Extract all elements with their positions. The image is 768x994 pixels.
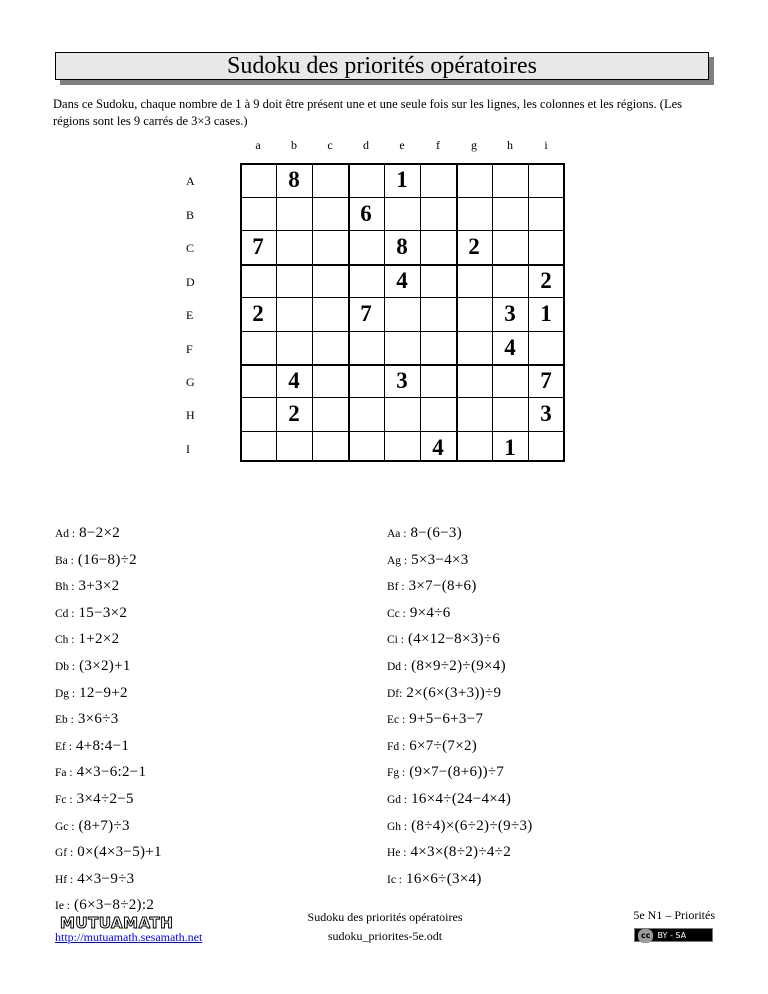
sudoku-cell[interactable] — [348, 364, 384, 397]
expression-item — [55, 605, 127, 622]
expression-value: (16−8)÷2 — [77, 551, 137, 568]
expression-value: 1+2×2 — [78, 631, 120, 648]
sudoku-cell[interactable] — [276, 431, 312, 464]
sudoku-cell[interactable] — [528, 331, 564, 364]
row-label: E — [186, 308, 194, 322]
expression-label: Fd : — [387, 740, 406, 753]
expression-label: Hf : — [55, 873, 74, 886]
sudoku-cell[interactable] — [312, 163, 348, 196]
expression-label: Cc : — [387, 607, 406, 620]
sudoku-cell[interactable] — [456, 397, 492, 430]
sudoku-cell[interactable]: 1 — [396, 167, 408, 192]
expression-item — [387, 764, 504, 781]
expression-label: Fg : — [387, 767, 406, 780]
sudoku-cell[interactable] — [348, 397, 384, 430]
expression-item — [55, 631, 119, 648]
expression-value: 4×3−6:2−1 — [76, 764, 147, 781]
expression-item — [55, 525, 120, 542]
sudoku-cell[interactable] — [276, 264, 312, 297]
expression-label: Ci : — [387, 634, 404, 647]
sudoku-cell[interactable] — [276, 297, 312, 330]
sudoku-cell[interactable] — [420, 264, 456, 297]
column-label: e — [399, 138, 405, 152]
sudoku-cell[interactable] — [420, 331, 456, 364]
row-label: F — [186, 342, 193, 356]
expression-value: 2×(6×(3+3))÷9 — [406, 684, 502, 701]
column-label: g — [471, 138, 477, 152]
row-label: H — [186, 408, 195, 422]
expression-label: Gf : — [55, 847, 74, 860]
sudoku-cell[interactable] — [384, 197, 420, 230]
expression-value: 16×6÷(3×4) — [406, 870, 482, 887]
expression-label: Dd : — [387, 661, 408, 673]
expression-label: Fa : — [55, 767, 73, 780]
sudoku-cell[interactable] — [312, 431, 348, 464]
expression-label: Ic : — [387, 873, 403, 886]
sudoku-cell[interactable]: 4 — [504, 335, 516, 360]
sudoku-cell[interactable] — [528, 431, 564, 464]
sudoku-cell[interactable] — [528, 230, 564, 263]
sudoku-cell[interactable] — [312, 264, 348, 297]
sudoku-cell[interactable] — [276, 197, 312, 230]
expression-value: 8−2×2 — [79, 525, 121, 541]
row-label: A — [186, 174, 195, 188]
expression-item — [55, 552, 137, 569]
expression-value: 8−(6−3) — [410, 525, 462, 541]
sudoku-cell[interactable] — [312, 397, 348, 430]
sudoku-cell[interactable] — [240, 364, 276, 397]
sudoku-cell[interactable] — [420, 163, 456, 196]
expression-label: Db : — [55, 661, 76, 673]
sudoku-cell[interactable] — [276, 230, 312, 263]
expression-label: Gc : — [55, 820, 75, 833]
sudoku-cell[interactable] — [384, 331, 420, 364]
sudoku-cell[interactable] — [456, 331, 492, 364]
expression-value: 12−9+2 — [79, 684, 128, 701]
expression-value: 9×4÷6 — [409, 604, 451, 621]
sudoku-cell[interactable]: 2 — [252, 301, 264, 326]
cc-icon: cc — [638, 929, 653, 943]
page-title: Sudoku des priorités opératoires — [55, 52, 709, 80]
sudoku-cell[interactable] — [420, 197, 456, 230]
footer-link[interactable]: http://mutuamath.sesamath.net — [55, 930, 203, 944]
sudoku-cell[interactable] — [348, 264, 384, 297]
expression-item — [55, 818, 130, 835]
footer-filename: sudoku_priorites-5e.odt — [327, 929, 443, 943]
expression-item — [387, 738, 477, 755]
sudoku-cell[interactable] — [420, 230, 456, 263]
sudoku-cell[interactable] — [240, 264, 276, 297]
sudoku-cell[interactable]: 2 — [288, 401, 300, 426]
sudoku-cell[interactable] — [456, 197, 492, 230]
expression-value: (4×12−8×3)÷6 — [407, 631, 501, 648]
expression-label: Ch : — [55, 634, 75, 647]
sudoku-cell[interactable]: 7 — [360, 301, 372, 326]
expression-value: 0×(4×3−5)+1 — [77, 844, 162, 861]
sudoku-cell[interactable] — [348, 431, 384, 464]
expression-item — [55, 791, 134, 808]
column-label: a — [255, 138, 261, 152]
expression-item — [387, 605, 451, 622]
expression-label: Ef : — [55, 740, 72, 753]
sudoku-cell[interactable] — [312, 230, 348, 263]
sudoku-cell[interactable] — [492, 264, 528, 297]
sudoku-cell[interactable]: 7 — [540, 368, 552, 393]
sudoku-cell[interactable] — [240, 397, 276, 430]
column-label: i — [544, 138, 548, 152]
sudoku-cell[interactable] — [492, 230, 528, 263]
sudoku-cell[interactable]: 2 — [540, 268, 552, 293]
expression-value: (3×2)+1 — [79, 658, 131, 674]
expression-label: Bf : — [387, 581, 405, 594]
expression-value: (8÷4)×(6÷2)÷(9÷3) — [411, 817, 533, 834]
sudoku-cell[interactable] — [240, 431, 276, 464]
expression-label: He : — [387, 847, 407, 860]
expression-value: (9×7−(8+6))÷7 — [409, 764, 505, 781]
expression-item — [387, 578, 477, 595]
expression-value: 3×4÷2−5 — [76, 791, 134, 807]
sudoku-cell[interactable] — [384, 431, 420, 464]
sudoku-cell[interactable]: 4 — [396, 268, 408, 293]
sudoku-cell[interactable] — [492, 197, 528, 230]
sudoku-cell[interactable]: 8 — [288, 167, 300, 192]
sudoku-cell[interactable] — [492, 397, 528, 430]
sudoku-cell[interactable] — [276, 331, 312, 364]
expression-item — [55, 711, 119, 728]
expression-value: 4×3×(8÷2)÷4÷2 — [410, 844, 511, 861]
sudoku-cell[interactable] — [420, 364, 456, 397]
expression-value: 16×4÷(24−4×4) — [411, 791, 512, 807]
column-label: f — [436, 138, 440, 152]
expression-value: (6×3−8÷2):2 — [74, 897, 155, 914]
sudoku-cell[interactable] — [456, 297, 492, 330]
expression-item — [387, 525, 462, 542]
column-label: b — [291, 138, 297, 152]
expression-item — [387, 685, 501, 702]
expression-item — [55, 764, 146, 781]
expression-label: Ag : — [387, 554, 408, 567]
expression-value: 3×6÷3 — [77, 711, 119, 728]
expression-item — [55, 658, 131, 675]
expression-item — [55, 844, 162, 861]
sudoku-cell[interactable] — [456, 264, 492, 297]
sudoku-cell[interactable] — [240, 163, 276, 196]
sudoku-cell[interactable]: 1 — [540, 301, 552, 326]
row-label: I — [186, 442, 190, 456]
sudoku-cell[interactable]: 8 — [396, 234, 408, 259]
column-label: d — [363, 138, 369, 152]
expression-label: Ie : — [55, 900, 71, 913]
sudoku-cell[interactable] — [348, 163, 384, 196]
sudoku-cell[interactable] — [312, 364, 348, 397]
sudoku-cell[interactable] — [240, 331, 276, 364]
sudoku-cell[interactable] — [240, 197, 276, 230]
sudoku-cell[interactable] — [456, 431, 492, 464]
expression-item — [387, 658, 506, 675]
expression-value: 3×7−(8+6) — [408, 578, 477, 595]
sudoku-cell[interactable]: 6 — [360, 201, 372, 226]
footer-title: Sudoku des priorités opératoires — [307, 910, 463, 924]
logo-text: MUTUAMATH — [60, 914, 174, 931]
expression-item — [55, 685, 128, 702]
expression-item — [387, 631, 500, 648]
expression-item — [55, 897, 154, 914]
expression-value: (8+7)÷3 — [78, 817, 130, 834]
expression-label: Dg : — [55, 687, 76, 700]
row-label: D — [186, 275, 195, 289]
expression-item — [387, 844, 511, 861]
sudoku-cell[interactable] — [492, 364, 528, 397]
cc-license-badge — [634, 928, 713, 942]
expression-value: 4+8:4−1 — [75, 737, 130, 754]
expression-label: Eb : — [55, 714, 74, 727]
sudoku-cell[interactable] — [456, 163, 492, 196]
expression-label: Ad : — [55, 528, 76, 540]
intro-text: Dans ce Sudoku, chaque nombre de 1 à 9 doit être présent une et une seule fois sur les lignes, les colonnes et les régions. (Les régions sont les 9 carrés de 3×3 cases.) — [53, 97, 682, 128]
expression-value: 4×3−9÷3 — [77, 870, 135, 887]
sudoku-cell[interactable] — [528, 163, 564, 196]
expression-label: Bh : — [55, 581, 75, 594]
expression-label: Df: — [387, 687, 403, 700]
expression-item — [55, 738, 129, 755]
sudoku-cell[interactable]: 3 — [396, 368, 408, 393]
sudoku-cell[interactable]: 4 — [288, 368, 300, 393]
expression-label: Cd : — [55, 607, 75, 620]
expression-label: Ba : — [55, 554, 74, 567]
expression-value: 15−3×2 — [78, 604, 128, 621]
expression-value: 5×3−4×3 — [411, 551, 469, 568]
row-label: B — [186, 208, 195, 222]
sudoku-grid — [240, 163, 565, 462]
expression-item — [387, 711, 483, 728]
sudoku-cell[interactable] — [384, 297, 420, 330]
sudoku-cell[interactable]: 1 — [504, 435, 516, 460]
sudoku-cell[interactable]: 3 — [504, 301, 516, 326]
sudoku-cell[interactable]: 3 — [540, 401, 552, 426]
expression-item — [387, 818, 533, 835]
sudoku-cell[interactable] — [528, 197, 564, 230]
expression-value: 3+3×2 — [78, 578, 120, 595]
expression-label: Fc : — [55, 794, 73, 806]
license-text: BY - SA — [657, 931, 687, 940]
row-label: G — [186, 375, 195, 389]
expression-label: Gd : — [387, 794, 408, 806]
column-label: h — [507, 138, 513, 152]
footer-center — [270, 908, 500, 946]
sudoku-cell[interactable] — [312, 197, 348, 230]
sudoku-cell[interactable] — [492, 163, 528, 196]
footer-chapter: 5e N1 – Priorités — [633, 908, 715, 922]
row-label: C — [186, 241, 195, 255]
sudoku-cell[interactable]: 4 — [432, 435, 444, 460]
expression-item — [55, 871, 134, 888]
expression-value: 9+5−6+3−7 — [409, 711, 484, 728]
expression-value: 6×7÷(7×2) — [409, 737, 478, 754]
sudoku-cell[interactable] — [348, 230, 384, 263]
expression-label: Ec : — [387, 714, 406, 727]
expression-item — [387, 791, 511, 808]
mutuamath-logo — [60, 913, 180, 931]
expression-label: Gh : — [387, 820, 408, 833]
sudoku-cell[interactable] — [384, 397, 420, 430]
sudoku-cell[interactable] — [312, 331, 348, 364]
expression-item — [387, 552, 469, 569]
sudoku-cell[interactable] — [420, 397, 456, 430]
sudoku-cell[interactable]: 2 — [468, 234, 480, 259]
expression-value: (8×9÷2)÷(9×4) — [411, 658, 506, 674]
expression-item — [55, 578, 119, 595]
sudoku-cell[interactable] — [456, 364, 492, 397]
sudoku-cell[interactable] — [420, 297, 456, 330]
sudoku-cell[interactable]: 7 — [252, 234, 264, 259]
expression-label: Aa : — [387, 528, 407, 540]
sudoku-cell[interactable] — [312, 297, 348, 330]
sudoku-cell[interactable] — [348, 331, 384, 364]
column-label: c — [327, 138, 333, 152]
expression-item — [387, 871, 482, 888]
